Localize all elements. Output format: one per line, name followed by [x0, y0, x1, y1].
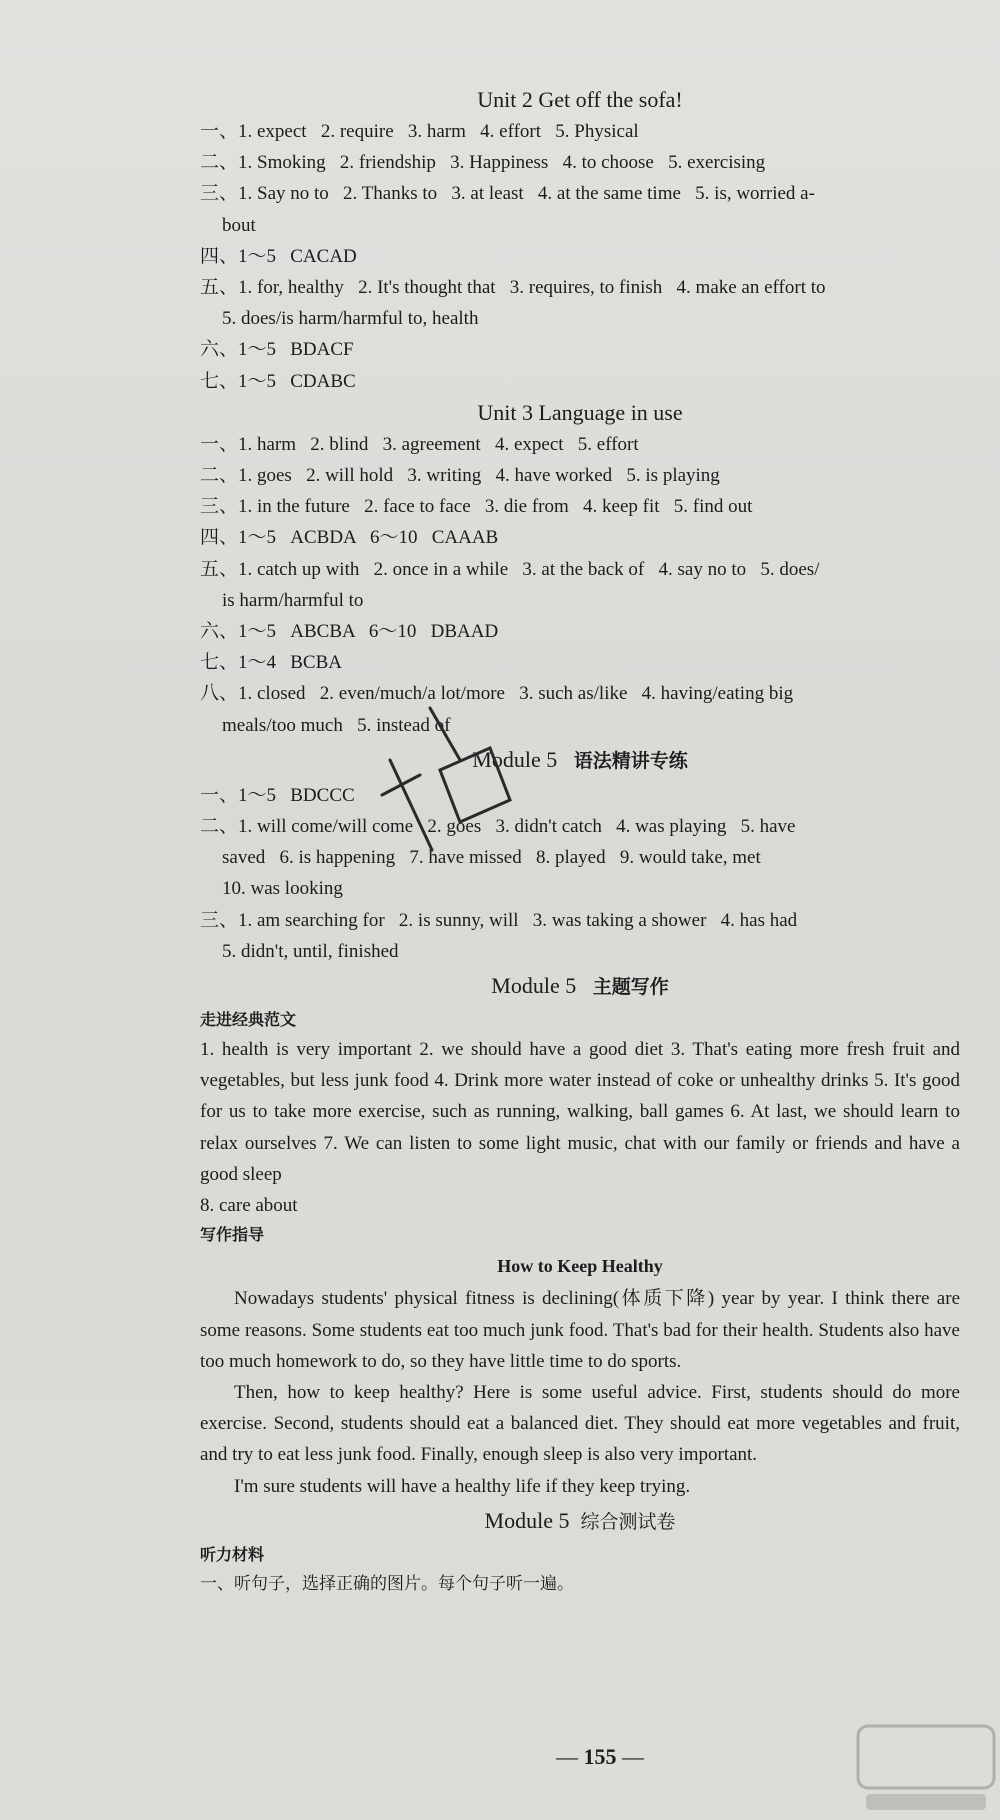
section-heading: 写作指导 — [200, 1225, 265, 1245]
writing-title-en: Module 5 — [491, 973, 577, 999]
answer-line: 六、1～5 ABCBA 6～10 DBAAD — [200, 621, 499, 643]
unit3-title: Unit 3 Language in use — [477, 399, 683, 425]
grammar-title — [200, 741, 960, 780]
listening-instruction: 一、听句子，选择正确的图片。每个句子听一遍。 — [200, 1573, 574, 1594]
test-title-cn: 综合测试卷 — [580, 1510, 676, 1533]
model-answers: 1. health is very important 2. we should have a good diet 3. That's eating more fresh fruit and vegetables, but less junk food 4. Drink more water instead of coke or unhealthy drinks 5. It's good for us to take more exercise, such as running, walking, ball games 6. At last, we should learn to relax ourselves 7. We can listen to some light music, chat with our family or friends and have a good sleep — [200, 1039, 960, 1185]
unit2-answers — [200, 116, 960, 397]
writing-title — [200, 967, 960, 1006]
page-number-value: 155 — [583, 1744, 617, 1769]
essay-paragraph: Then, how to keep healthy? Here is some useful advice. First, students should do more exercise. Second, students should eat a balanced diet. They should eat more vegetables and fruit, and try to eat less junk food. Finally, enough sleep is also very important. — [200, 1381, 960, 1466]
unit3-answers — [200, 429, 960, 741]
essay-title: How to Keep Healthy — [497, 1256, 663, 1277]
section-heading: 走进经典范文 — [200, 1010, 297, 1030]
answer-line: 四、1～5 CACAD — [200, 245, 357, 267]
essay-paragraph: I'm sure students will have a healthy life if they keep trying. — [234, 1475, 691, 1497]
grammar-answers — [200, 780, 960, 967]
answer-line: 二、1. will come/will come 2. goes 3. didn't catch 4. was playing 5. have — [200, 816, 796, 838]
answer-line: 一、1. expect 2. require 3. harm 4. effort 5. Physical — [200, 121, 639, 142]
test-title-en: Module 5 — [484, 1507, 570, 1533]
answer-line: 七、1～5 CDABC — [200, 370, 356, 392]
answer-line: is harm/harmful to — [222, 589, 364, 611]
answer-line: 10. was looking — [222, 878, 343, 900]
watermark-logo — [856, 1720, 996, 1814]
answer-line: 三、1. in the future 2. face to face 3. die from 4. keep fit 5. find out — [200, 496, 753, 518]
answer-line: 二、1. goes 2. will hold 3. writing 4. have worked 5. is playing — [200, 465, 720, 487]
answer-line: 八、1. closed 2. even/much/a lot/more 3. such as/like 4. having/eating big — [200, 683, 794, 705]
watermark-icon — [856, 1720, 996, 1814]
model-answer-last: 8. care about — [200, 1195, 298, 1217]
answer-line: bout — [222, 214, 256, 236]
answer-line: 一、1. harm 2. blind 3. agreement 4. expect 5. effort — [200, 433, 639, 455]
answer-line: 三、1. Say no to 2. Thanks to 3. at least 4. at the same time 5. is, worried a- — [200, 183, 815, 205]
answer-line: 六、1～5 BDACF — [200, 339, 354, 361]
grammar-title-en: Module 5 — [472, 746, 558, 772]
page-number: — 155 — — [556, 1744, 644, 1769]
answer-line: meals/too much 5. instead of — [222, 714, 451, 736]
unit2-title: Unit 2 Get off the sofa! — [477, 87, 683, 112]
answer-line: 一、1～5 BDCCC — [200, 784, 355, 806]
answer-line: 五、1. catch up with 2. once in a while 3. at the back of 4. say no to 5. does/ — [200, 558, 820, 580]
answer-line: 5. does/is harm/harmful to, health — [222, 308, 479, 330]
answer-line: 5. didn't, until, finished — [222, 940, 399, 962]
answer-line: 七、1～4 BCBA — [200, 652, 342, 674]
test-title — [200, 1502, 960, 1541]
page-content — [200, 84, 960, 1599]
essay-paragraph: Nowadays students' physical fitness is declining(体质下降) year by year. I think there are some reasons. Some students eat too much junk food. That's bad for their health. Students also have too much homework to do, so they have little time to do sports. — [200, 1288, 960, 1372]
grammar-title-cn: 语法精讲专练 — [573, 749, 688, 772]
answer-line: saved 6. is happening 7. have missed 8. played 9. would take, met — [222, 847, 761, 869]
answer-line: 五、1. for, healthy 2. It's thought that 3. requires, to finish 4. make an effort to — [200, 277, 826, 299]
answer-line: 三、1. am searching for 2. is sunny, will 3. was taking a shower 4. has had — [200, 909, 798, 931]
answer-line: 二、1. Smoking 2. friendship 3. Happiness 4. to choose 5. exercising — [200, 152, 766, 174]
writing-title-cn: 主题写作 — [592, 976, 669, 999]
section-heading: 听力材料 — [200, 1544, 265, 1564]
answer-line: 四、1～5 ACBDA 6～10 CAAAB — [200, 527, 499, 549]
